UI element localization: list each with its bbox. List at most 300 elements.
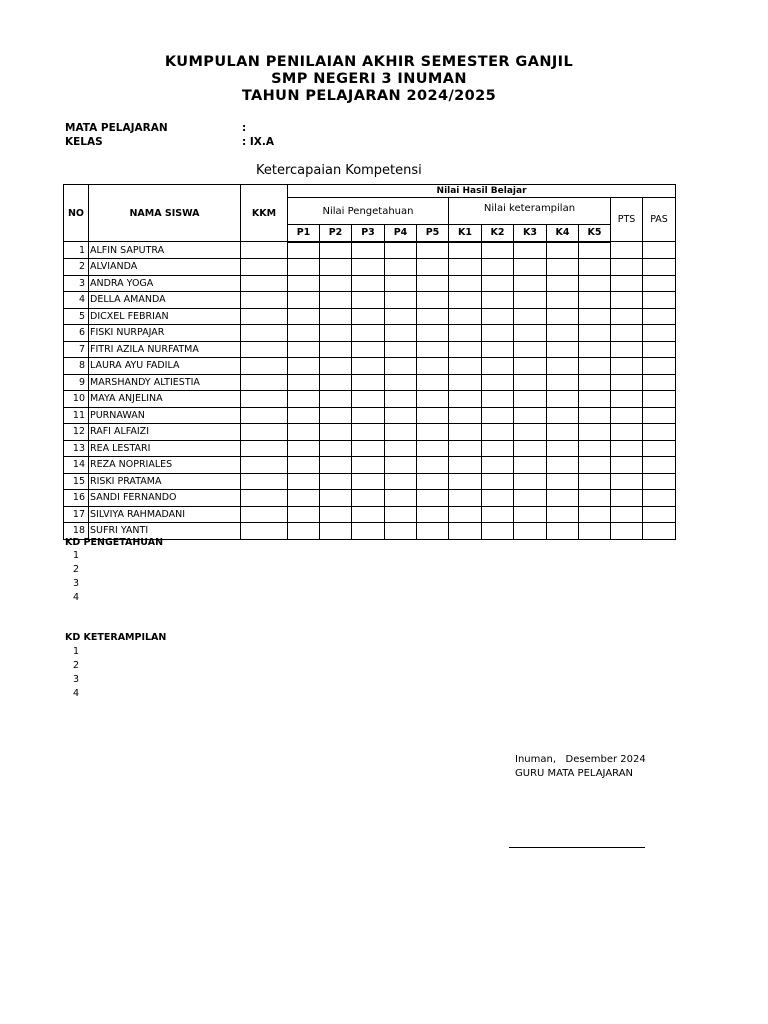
grade-cell[interactable] [643,407,676,424]
grade-cell[interactable] [241,440,288,457]
grade-cell[interactable] [288,341,320,358]
grade-cell[interactable] [417,506,449,523]
grade-cell[interactable] [320,473,352,490]
grade-cell[interactable] [611,506,643,523]
grade-cell[interactable] [482,259,514,276]
grade-cell[interactable] [547,424,579,441]
grade-cell[interactable] [449,325,482,342]
grade-cell[interactable] [385,506,417,523]
grade-cell[interactable] [579,407,611,424]
grade-cell[interactable] [547,523,579,540]
grade-cell[interactable] [417,523,449,540]
grade-cell[interactable] [611,341,643,358]
student-no: 3 [64,275,89,292]
grade-cell[interactable] [288,391,320,408]
grade-cell[interactable] [547,391,579,408]
table-row [64,242,676,259]
grade-cell[interactable] [241,407,288,424]
grade-cell[interactable] [514,292,547,309]
grade-cell[interactable] [385,325,417,342]
grade-cell[interactable] [241,358,288,375]
grade-cell[interactable] [352,473,385,490]
grade-cell[interactable] [241,490,288,507]
grade-cell[interactable] [241,457,288,474]
grade-cell[interactable] [482,275,514,292]
grade-cell[interactable] [449,407,482,424]
grade-cell[interactable] [320,506,352,523]
grade-cell[interactable] [611,440,643,457]
student-name: SILVIYA RAHMADANI [89,506,241,523]
student-no: 7 [64,341,89,358]
grade-cell[interactable] [482,506,514,523]
grade-cell[interactable] [579,308,611,325]
grade-cell[interactable] [449,242,482,259]
grade-cell[interactable] [547,242,579,259]
grade-cell[interactable] [611,358,643,375]
col-k-header: K1 [449,225,482,242]
student-name: SANDI FERNANDO [89,490,241,507]
grade-cell[interactable] [352,242,385,259]
grade-cell[interactable] [241,391,288,408]
col-pas-header: PAS [643,198,676,242]
grade-cell[interactable] [643,275,676,292]
table-row [64,308,676,325]
grade-cell[interactable] [241,506,288,523]
col-kkm-header: KKM [241,185,288,242]
grade-cell[interactable] [449,473,482,490]
grade-cell[interactable] [611,292,643,309]
grade-cell[interactable] [449,308,482,325]
col-k-header: K2 [482,225,514,242]
grade-cell[interactable] [241,275,288,292]
grade-cell[interactable] [449,506,482,523]
grade-cell[interactable] [417,325,449,342]
grade-cell[interactable] [579,506,611,523]
student-name: FITRI AZILA NURFATMA [89,341,241,358]
grade-cell[interactable] [643,374,676,391]
student-no: 6 [64,325,89,342]
grade-cell[interactable] [241,473,288,490]
student-no: 18 [64,523,89,540]
grade-cell[interactable] [288,457,320,474]
grade-cell[interactable] [288,374,320,391]
col-pts-header: PTS [611,198,643,242]
grade-cell[interactable] [449,259,482,276]
nilai-keterampilan-header: Nilai keterampilan [449,198,611,225]
grade-cell[interactable] [643,341,676,358]
grade-cell[interactable] [320,308,352,325]
grade-cell[interactable] [352,341,385,358]
grade-cell[interactable] [643,523,676,540]
student-name: RAFI ALFAIZI [89,424,241,441]
grade-cell[interactable] [579,424,611,441]
grade-cell[interactable] [514,374,547,391]
grade-cell[interactable] [547,341,579,358]
grade-cell[interactable] [611,259,643,276]
grade-cell[interactable] [482,440,514,457]
grade-cell[interactable] [417,259,449,276]
grade-cell[interactable] [241,424,288,441]
kelas-value: : IX.A [242,136,274,148]
grade-cell[interactable] [449,457,482,474]
grade-cell[interactable] [514,523,547,540]
grade-cell[interactable] [320,424,352,441]
student-name: ALFIN SAPUTRA [89,242,241,259]
grade-cell[interactable] [579,358,611,375]
grade-cell[interactable] [320,259,352,276]
grade-cell[interactable] [352,457,385,474]
grade-cell[interactable] [288,292,320,309]
student-name: REA LESTARI [89,440,241,457]
grade-cell[interactable] [352,424,385,441]
grade-cell[interactable] [547,374,579,391]
grade-cell[interactable] [449,275,482,292]
grade-cell[interactable] [288,242,320,259]
student-no: 16 [64,490,89,507]
grade-cell[interactable] [611,490,643,507]
grade-cell[interactable] [611,391,643,408]
table-header [64,185,676,242]
grade-cell[interactable] [241,523,288,540]
grade-cell[interactable] [288,308,320,325]
grade-cell[interactable] [385,440,417,457]
grade-cell[interactable] [449,523,482,540]
table-row [64,391,676,408]
grade-cell[interactable] [385,341,417,358]
grade-cell[interactable] [611,242,643,259]
grade-cell[interactable] [482,308,514,325]
grade-cell[interactable] [385,457,417,474]
grade-cell[interactable] [611,325,643,342]
signature-line [509,847,645,848]
grade-cell[interactable] [320,292,352,309]
grade-cell[interactable] [643,424,676,441]
grade-cell[interactable] [643,325,676,342]
grade-cell[interactable] [320,407,352,424]
grade-cell[interactable] [547,457,579,474]
grade-cell[interactable] [547,292,579,309]
grade-cell[interactable] [385,275,417,292]
grade-cell[interactable] [352,358,385,375]
grade-cell[interactable] [579,242,611,259]
grade-cell[interactable] [611,374,643,391]
student-no: 1 [64,242,89,259]
grade-cell[interactable] [514,424,547,441]
grade-cell[interactable] [417,391,449,408]
student-no: 11 [64,407,89,424]
grade-cell[interactable] [417,308,449,325]
grade-cell[interactable] [417,473,449,490]
grade-cell[interactable] [579,292,611,309]
doc-title-school: SMP NEGERI 3 INUMAN [271,71,467,87]
grade-cell[interactable] [611,473,643,490]
grade-cell[interactable] [514,490,547,507]
grade-cell[interactable] [417,374,449,391]
grade-cell[interactable] [547,407,579,424]
grade-cell[interactable] [643,259,676,276]
grade-cell[interactable] [482,325,514,342]
grade-cell[interactable] [417,242,449,259]
nilai-pengetahuan-header: Nilai Pengetahuan [288,198,449,225]
table-row [64,473,676,490]
grade-cell[interactable] [320,275,352,292]
doc-title-year: TAHUN PELAJARAN 2024/2025 [241,88,497,104]
grade-cell[interactable] [611,407,643,424]
grade-cell[interactable] [417,424,449,441]
grade-cell[interactable] [547,490,579,507]
grade-cell[interactable] [320,440,352,457]
grade-cell[interactable] [288,490,320,507]
grade-cell[interactable] [579,325,611,342]
grade-cell[interactable] [482,473,514,490]
grade-cell[interactable] [482,523,514,540]
grade-cell[interactable] [547,473,579,490]
grade-cell[interactable] [449,358,482,375]
grade-cell[interactable] [352,506,385,523]
grade-cell[interactable] [482,391,514,408]
grade-cell[interactable] [320,523,352,540]
grade-cell[interactable] [449,374,482,391]
grade-cell[interactable] [643,242,676,259]
grade-cell[interactable] [547,308,579,325]
student-name: MARSHANDY ALTIESTIA [89,374,241,391]
student-name: DICXEL FEBRIAN [89,308,241,325]
grade-cell[interactable] [385,523,417,540]
grade-cell[interactable] [514,473,547,490]
grade-cell[interactable] [611,457,643,474]
grade-cell[interactable] [449,424,482,441]
table-row [64,490,676,507]
grade-cell[interactable] [385,259,417,276]
grade-cell[interactable] [514,440,547,457]
grade-cell[interactable] [643,358,676,375]
grade-cell[interactable] [482,424,514,441]
kd-keterampilan-item: 3 [73,674,80,685]
grade-cell[interactable] [320,358,352,375]
grade-cell[interactable] [352,275,385,292]
grade-cell[interactable] [579,523,611,540]
grade-cell[interactable] [417,358,449,375]
grade-cell[interactable] [288,424,320,441]
grade-cell[interactable] [579,275,611,292]
grade-cell[interactable] [417,440,449,457]
grade-cell[interactable] [352,325,385,342]
grade-cell[interactable] [514,341,547,358]
grade-cell[interactable] [241,374,288,391]
section-subtitle: Ketercapaian Kompetensi [256,163,422,178]
grade-cell[interactable] [579,457,611,474]
grade-cell[interactable] [385,424,417,441]
grade-cell[interactable] [611,275,643,292]
grade-cell[interactable] [288,407,320,424]
grade-cell[interactable] [514,407,547,424]
grade-cell[interactable] [352,292,385,309]
grade-cell[interactable] [579,341,611,358]
grade-cell[interactable] [288,440,320,457]
grade-cell[interactable] [514,391,547,408]
grade-cell[interactable] [547,358,579,375]
col-k-header: K3 [514,225,547,242]
grade-cell[interactable] [417,341,449,358]
kd-keterampilan-item: 4 [73,688,80,699]
grade-cell[interactable] [514,242,547,259]
student-no: 5 [64,308,89,325]
col-p-header: P1 [288,225,320,242]
grade-cell[interactable] [352,523,385,540]
grade-cell[interactable] [320,325,352,342]
grade-cell[interactable] [611,308,643,325]
table-row [64,424,676,441]
signature-place-date: Inuman, Desember 2024 [515,754,646,765]
grade-cell[interactable] [482,341,514,358]
grade-cell[interactable] [385,473,417,490]
grade-cell[interactable] [547,506,579,523]
grade-cell[interactable] [288,506,320,523]
grade-cell[interactable] [449,440,482,457]
grade-cell[interactable] [547,259,579,276]
student-no: 15 [64,473,89,490]
grade-cell[interactable] [288,259,320,276]
kd-keterampilan-title: KD KETERAMPILAN [65,632,167,643]
grade-cell[interactable] [449,292,482,309]
kd-keterampilan-item: 2 [73,660,80,671]
grade-cell[interactable] [241,292,288,309]
table-row [64,341,676,358]
grade-cell[interactable] [417,490,449,507]
grade-cell[interactable] [547,440,579,457]
grade-cell[interactable] [579,440,611,457]
grade-cell[interactable] [579,473,611,490]
table-row [64,259,676,276]
col-p-header: P2 [320,225,352,242]
student-name: ANDRA YOGA [89,275,241,292]
grade-cell[interactable] [514,259,547,276]
grade-cell[interactable] [352,374,385,391]
grade-cell[interactable] [643,473,676,490]
grade-cell[interactable] [352,407,385,424]
grade-cell[interactable] [385,407,417,424]
student-name: RISKI PRATAMA [89,473,241,490]
grade-cell[interactable] [385,374,417,391]
grade-cell[interactable] [514,457,547,474]
grade-cell[interactable] [547,325,579,342]
grade-cell[interactable] [611,523,643,540]
grade-cell[interactable] [320,374,352,391]
grade-cell[interactable] [643,440,676,457]
grade-cell[interactable] [482,292,514,309]
grade-cell[interactable] [417,407,449,424]
grade-cell[interactable] [482,374,514,391]
grade-cell[interactable] [449,391,482,408]
grade-cell[interactable] [643,457,676,474]
grade-cell[interactable] [320,457,352,474]
student-name: DELLA AMANDA [89,292,241,309]
grade-cell[interactable] [288,358,320,375]
grade-cell[interactable] [417,457,449,474]
grade-cell[interactable] [288,523,320,540]
student-no: 14 [64,457,89,474]
grade-cell[interactable] [643,308,676,325]
grade-cell[interactable] [241,242,288,259]
grade-cell[interactable] [482,407,514,424]
student-no: 17 [64,506,89,523]
table-row [64,325,676,342]
grade-cell[interactable] [352,490,385,507]
table-row [64,275,676,292]
student-no: 4 [64,292,89,309]
grade-cell[interactable] [385,490,417,507]
grade-cell[interactable] [288,473,320,490]
grade-cell[interactable] [449,490,482,507]
grade-cell[interactable] [385,242,417,259]
grade-cell[interactable] [352,259,385,276]
col-p-header: P5 [417,225,449,242]
col-p-header: P3 [352,225,385,242]
grade-cell[interactable] [320,242,352,259]
grade-cell[interactable] [241,325,288,342]
signature-role: GURU MATA PELAJARAN [515,768,634,779]
mapel-value: : [242,122,247,134]
grade-cell[interactable] [241,259,288,276]
kd-keterampilan-item: 1 [73,646,80,657]
grade-cell[interactable] [611,424,643,441]
grade-cell[interactable] [241,308,288,325]
grade-cell[interactable] [288,275,320,292]
grade-cell[interactable] [482,457,514,474]
grade-cell[interactable] [579,374,611,391]
grade-cell[interactable] [547,275,579,292]
student-no: 8 [64,358,89,375]
grade-cell[interactable] [449,341,482,358]
grade-cell[interactable] [288,325,320,342]
grade-cell[interactable] [352,308,385,325]
grade-cell[interactable] [482,490,514,507]
grade-cell[interactable] [385,308,417,325]
grade-cell[interactable] [320,391,352,408]
grade-cell[interactable] [514,275,547,292]
grade-cell[interactable] [514,506,547,523]
grade-cell[interactable] [579,259,611,276]
grade-cell[interactable] [514,358,547,375]
grade-cell[interactable] [417,292,449,309]
grade-cell[interactable] [352,440,385,457]
col-nama-header: NAMA SISWA [89,185,241,242]
grade-cell[interactable] [643,292,676,309]
grade-cell[interactable] [579,391,611,408]
grade-cell[interactable] [482,242,514,259]
kelas-label: KELAS [65,136,103,148]
grade-cell[interactable] [320,490,352,507]
grade-cell[interactable] [643,391,676,408]
grade-cell[interactable] [385,391,417,408]
grade-cell[interactable] [643,506,676,523]
grade-cell[interactable] [352,391,385,408]
grade-cell[interactable] [241,341,288,358]
student-no: 9 [64,374,89,391]
grade-cell[interactable] [482,358,514,375]
table-row [64,292,676,309]
grade-cell[interactable] [385,358,417,375]
grade-cell[interactable] [417,275,449,292]
grade-cell[interactable] [320,341,352,358]
doc-title-line1: KUMPULAN PENILAIAN AKHIR SEMESTER GANJIL [164,54,574,70]
student-name: FISKI NURPAJAR [89,325,241,342]
grade-cell[interactable] [514,325,547,342]
grade-cell[interactable] [514,308,547,325]
grade-cell[interactable] [385,292,417,309]
grade-cell[interactable] [579,490,611,507]
grade-cell[interactable] [643,490,676,507]
